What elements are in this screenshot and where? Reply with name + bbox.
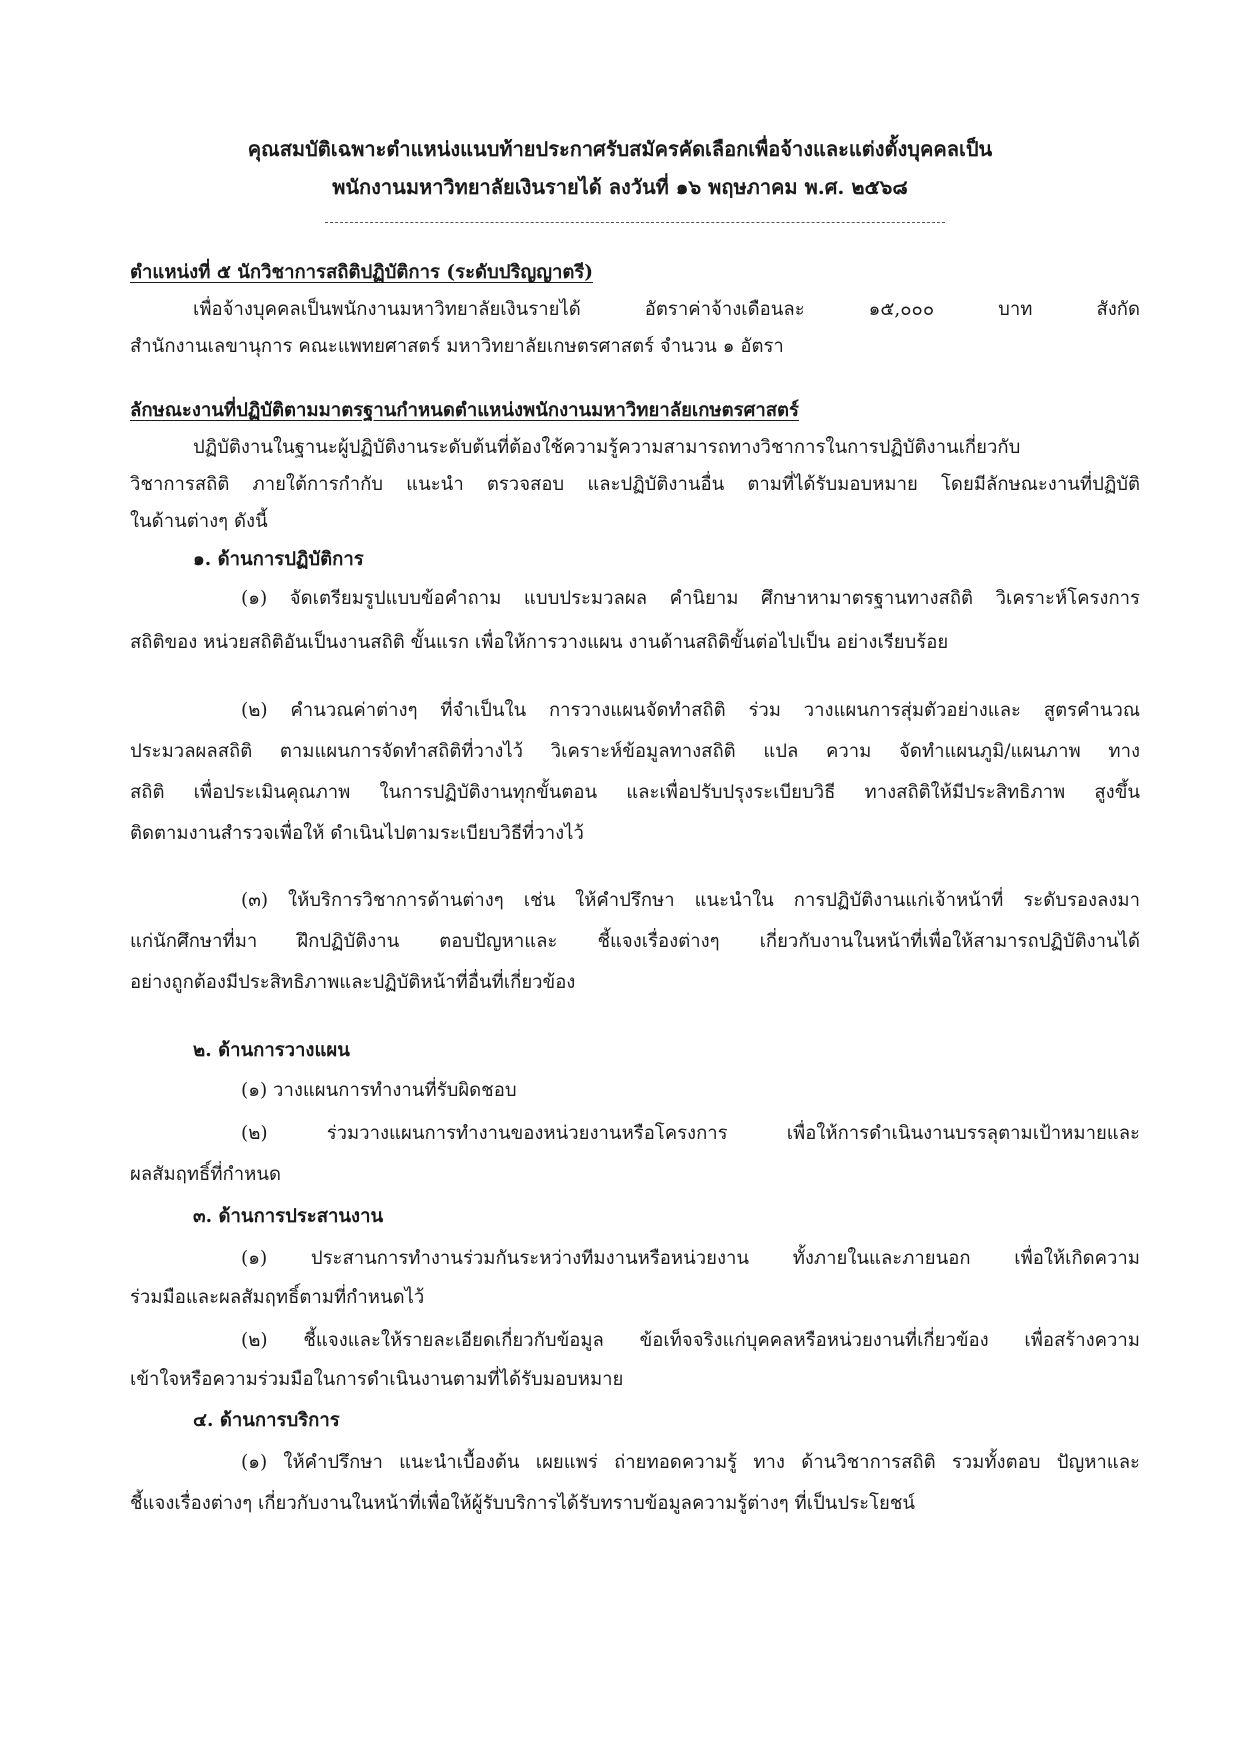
- section-item-line: อย่างถูกต้องมีประสิทธิภาพและปฏิบัติหน้าที่อื่นที่เกี่ยวข้อง: [130, 972, 576, 993]
- section-item-line: (๑) ประสานการทำงานร่วมกันระหว่างทีมงานหรือหน่วยงาน ทั้งภายในและภายนอก เพื่อให้เกิดความ: [241, 1248, 1140, 1269]
- standard-heading: ลักษณะงานที่ปฏิบัติตามมาตรฐานกำหนดตำแหน่งพนักงานมหาวิทยาลัยเกษตรศาสตร์: [130, 400, 799, 421]
- document-title-line-2: พนักงานมหาวิทยาลัยเงินรายได้ ลงวันที่ ๑๖ พฤษภาคม พ.ศ. ๒๕๖๘: [332, 175, 908, 199]
- section-item-line: ติดตามงานสำรวจเพื่อให้ ดำเนินไปตามระเบียบวิธีที่วางไว้: [130, 823, 584, 844]
- position-desc-line: สำนักงานเลขานุการ คณะแพทยศาสตร์ มหาวิทยาลัยเกษตรศาสตร์ จำนวน ๑ อัตรา: [130, 336, 784, 357]
- section-item-line: ประมวลผลสถิติ ตามแผนการจัดทำสถิติที่วางไว้ วิเคราะห์ข้อมูลทางสถิติ แปล ความ จัดทำแผนภูมิ/แผนภาพ ทาง: [130, 741, 1140, 762]
- section-heading: ๓. ด้านการประสานงาน: [193, 1206, 384, 1227]
- section-item-line: (๑) ให้คำปรึกษา แนะนำเบื้องต้น เผยแพร่ ถ่ายทอดความรู้ ทาง ด้านวิชาการสถิติ รวมทั้งตอบ ปัญหาและ: [241, 1452, 1140, 1473]
- position-heading: ตำแหน่งที่ ๕ นักวิชาการสถิติปฏิบัติการ (ระดับปริญญาตรี): [130, 262, 594, 283]
- position-desc-line: เพื่อจ้างบุคคลเป็นพนักงานมหาวิทยาลัยเงินรายได้ อัตราค่าจ้างเดือนละ ๑๕,๐๐๐ บาท สังกัด: [193, 299, 1140, 320]
- section-heading: ๒. ด้านการวางแผน: [193, 1040, 350, 1061]
- section-item-line: สถิติของ หน่วยสถิติอันเป็นงานสถิติ ขั้นแรก เพื่อให้การวางแผน งานด้านสถิติขั้นต่อไปเป็น อย่างเรียบร้อย: [130, 632, 949, 653]
- section-item-line: เข้าใจหรือความร่วมมือในการดำเนินงานตามที่ได้รับมอบหมาย: [130, 1369, 624, 1390]
- section-item-line: สถิติ เพื่อประเมินคุณภาพ ในการปฏิบัติงานทุกขั้นตอน และเพื่อปรับปรุงระเบียบวิธี ทางสถิติให้มีประสิทธิภาพ สูงขึ้น: [130, 782, 1140, 803]
- document-title-line-1: คุณสมบัติเฉพาะตำแหน่งแนบท้ายประกาศรับสมัครคัดเลือกเพื่อจ้างและแต่งตั้งบุคคลเป็น: [247, 137, 993, 161]
- standard-desc-line: ในด้านต่างๆ ดังนี้: [130, 511, 268, 532]
- title-divider: [325, 222, 945, 223]
- section-item-line: (๒) คำนวณค่าต่างๆ ที่จำเป็นใน การวางแผนจัดทำสถิติ ร่วม วางแผนการสุ่มตัวอย่างและ สูตรคำนวณ: [241, 700, 1140, 721]
- section-item-line: (๓) ให้บริการวิชาการด้านต่างๆ เช่น ให้คำปรึกษา แนะนำใน การปฏิบัติงานแก่เจ้าหน้าที่ ระดับรองลงมา: [241, 890, 1140, 911]
- standard-desc-line: ปฏิบัติงานในฐานะผู้ปฏิบัติงานระดับต้นที่ต้องใช้ความรู้ความสามารถทางวิชาการในการปฏิบัติงานเกี่ยวกับ: [193, 437, 1021, 458]
- section-heading: ๑. ด้านการปฏิบัติการ: [193, 549, 364, 570]
- section-item-line: (๑) วางแผนการทำงานที่รับผิดชอบ: [241, 1080, 517, 1101]
- section-item-line: (๒) ร่วมวางแผนการทำงานของหน่วยงานหรือโครงการ เพื่อให้การดำเนินงานบรรลุตามเป้าหมายและ: [241, 1123, 1140, 1144]
- section-item-line: ชี้แจงเรื่องต่างๆ เกี่ยวกับงานในหน้าที่เพื่อให้ผู้รับบริการได้รับทราบข้อมูลความรู้ต่างๆ ที่เป็นประโยชน์: [130, 1493, 916, 1514]
- section-item-line: แก่นักศึกษาที่มา ฝึกปฏิบัติงาน ตอบปัญหาและ ชี้แจงเรื่องต่างๆ เกี่ยวกับงานในหน้าที่เพื่อให้สามารถปฏิบัติงานได้: [130, 931, 1140, 952]
- standard-desc-line: วิชาการสถิติ ภายใต้การกำกับ แนะนำ ตรวจสอบ และปฏิบัติงานอื่น ตามที่ได้รับมอบหมาย โดยมีลักษณะงานที่ปฏิบัติ: [130, 474, 1140, 495]
- section-item-line: (๒) ชี้แจงและให้รายละเอียดเกี่ยวกับข้อมูล ข้อเท็จจริงแก่บุคคลหรือหน่วยงานที่เกี่ยวข้อง เพื่อสร้างความ: [241, 1330, 1140, 1351]
- section-item-line: ผลสัมฤทธิ์ที่กำหนด: [130, 1164, 281, 1185]
- section-item-line: ร่วมมือและผลสัมฤทธิ์ตามที่กำหนดไว้: [130, 1287, 425, 1308]
- section-heading: ๔. ด้านการบริการ: [193, 1410, 340, 1431]
- section-item-line: (๑) จัดเตรียมรูปแบบข้อคำถาม แบบประมวลผล คำนิยาม ศึกษาหามาตรฐานทางสถิติ วิเคราะห์โครงการ: [241, 588, 1140, 609]
